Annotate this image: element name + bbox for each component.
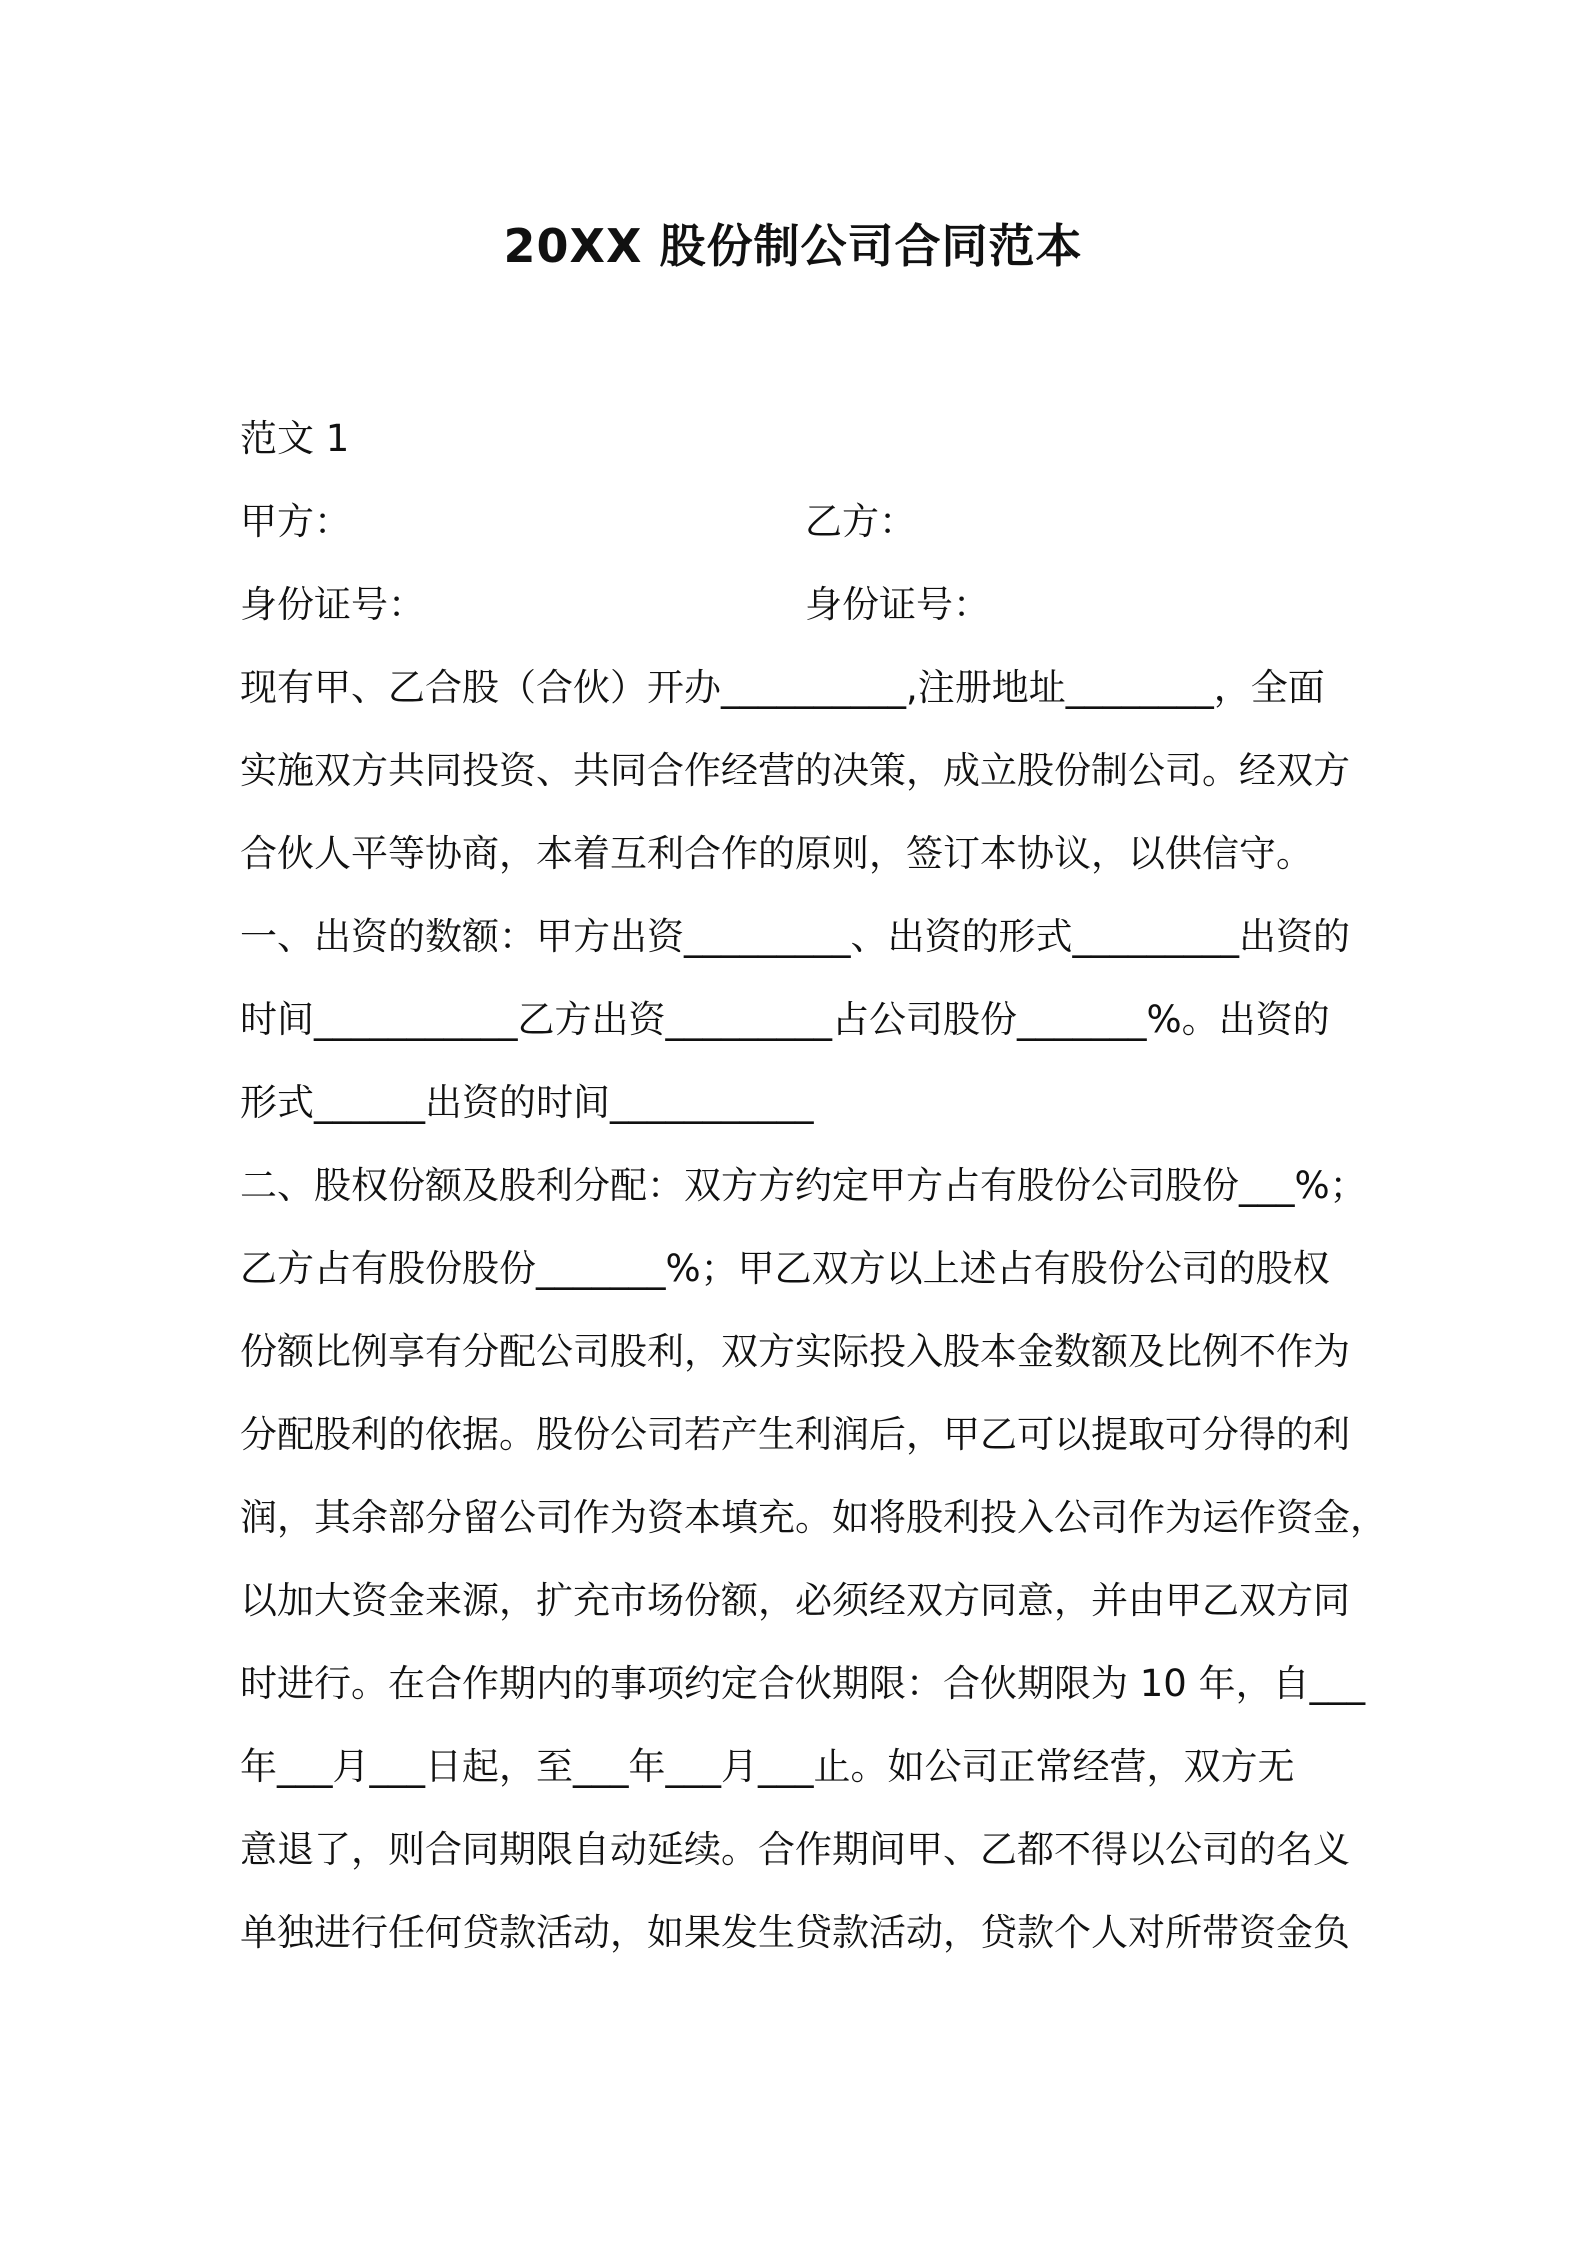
paragraph-line: 单独进行任何贷款活动，如果发生贷款活动，贷款个人对所带资金负: [240, 1911, 1350, 1954]
paragraph-line: 年___月___日起，至___年___月___止。如公司正常经营，双方无: [240, 1745, 1295, 1788]
document-title: 20XX 股份制公司合同范本: [503, 219, 1083, 273]
paragraph-line: 二、股权份额及股利分配：双方方约定甲方占有股份公司股份___%；: [240, 1164, 1367, 1207]
paragraph-line: 时进行。在合作期内的事项约定合伙期限：合伙期限为 10 年，自___: [240, 1662, 1366, 1705]
paragraph-line: 润，其余部分留公司作为资本填充。如将股利投入公司作为运作资金，: [240, 1496, 1387, 1539]
paragraph-line: 以加大资金来源，扩充市场份额，必须经双方同意，并由甲乙双方同: [240, 1579, 1350, 1622]
id-a-label: 身份证号：: [240, 583, 425, 626]
party-a-label: 甲方：: [240, 500, 351, 543]
document-body: [240, 397, 1387, 1974]
party-b-label: 乙方：: [805, 500, 916, 543]
paragraph-line: 意退了，则合同期限自动延续。合作期间甲、乙都不得以公司的名义: [240, 1828, 1350, 1871]
id-row: [240, 563, 1350, 646]
paragraph-line: 一、出资的数额：甲方出资_________、出资的形式_________出资的: [240, 915, 1350, 958]
paragraph-line: 合伙人平等协商，本着互利合作的原则，签订本协议，以供信守。: [240, 832, 1313, 875]
paragraph-line: 实施双方共同投资、共同合作经营的决策，成立股份制公司。经双方: [240, 749, 1350, 792]
paragraph-line: 份额比例享有分配公司股利，双方实际投入股本金数额及比例不作为: [240, 1330, 1350, 1373]
paragraph-line: 时间___________乙方出资_________占公司股份_______%。出资的: [240, 998, 1330, 1041]
paragraph-line: 分配股利的依据。股份公司若产生利润后，甲乙可以提取可分得的利: [240, 1413, 1350, 1456]
party-row: [240, 480, 1350, 563]
paragraph-line: 乙方占有股份股份_______%；甲乙双方以上述占有股份公司的股权: [240, 1247, 1330, 1290]
id-b-label: 身份证号：: [805, 583, 990, 626]
section-label: 范文 1: [240, 417, 350, 460]
paragraph-line: 现有甲、乙合股（合伙）开办__________,注册地址________，全面: [240, 666, 1325, 709]
paragraph-line: 形式______出资的时间___________: [240, 1081, 814, 1124]
